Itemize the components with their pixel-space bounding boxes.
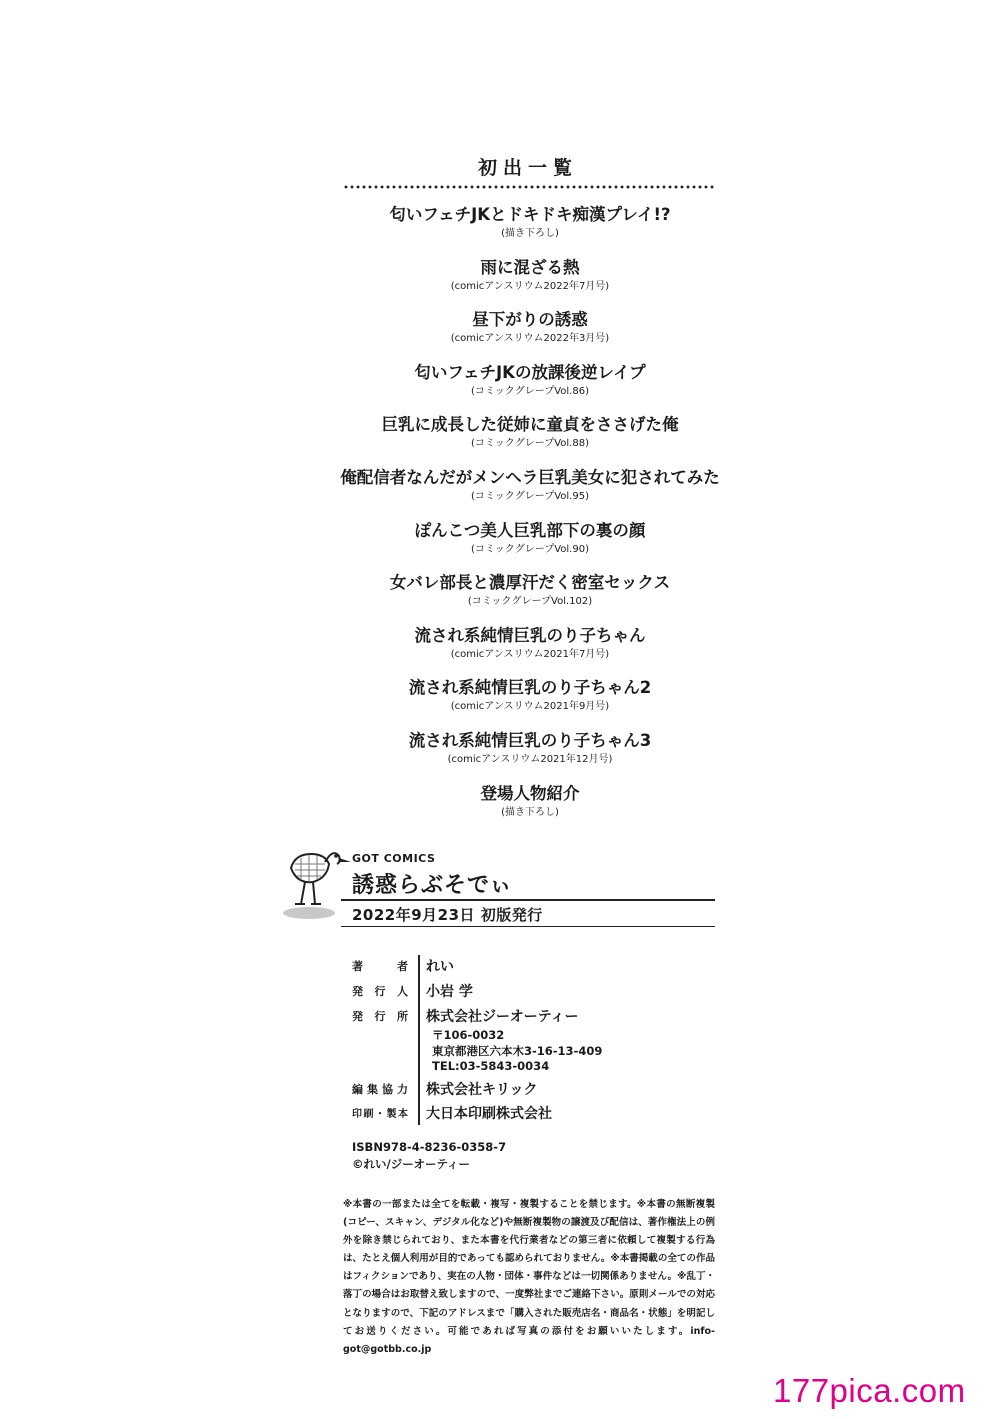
site-watermark[interactable]: 177pica.com: [773, 1372, 966, 1409]
toc-entry-source: (comicアンスリウム2021年12月号): [447, 753, 613, 765]
toc-entry-source: (コミックグレープVol.102): [467, 596, 593, 608]
credit-value: 大日本印刷株式会社: [426, 1106, 552, 1122]
toc-entry-title: ぽんこつ美人巨乳部下の裏の顔: [414, 520, 646, 540]
toc-list: [330, 203, 730, 834]
toc-entry-source: (コミックグレープVol.95): [471, 490, 589, 502]
toc-entry-title: 女バレ部長と濃厚汗だく密室セックス: [389, 573, 671, 593]
toc-entry: [330, 308, 730, 361]
postal-code: 〒106-0032: [432, 1028, 505, 1042]
toc-entry-title: 流され系純情巨乳のり子ちゃん: [414, 625, 646, 645]
book-title: 誘惑らぶそでぃ: [352, 873, 513, 898]
toc-entry: [330, 466, 730, 519]
street-address: 東京都港区六本木3-16-13-409: [432, 1044, 603, 1058]
toc-entry-title: 雨に混ざる熱: [480, 257, 580, 277]
toc-entry-source: (comicアンスリウム2022年3月号): [450, 333, 610, 345]
credit-label: 発行所: [352, 1010, 408, 1023]
toc-entry-title: 昼下がりの誘惑: [472, 310, 588, 330]
toc-entry-title: 匂いフェチJKの放課後逆レイプ: [414, 362, 646, 382]
toc-entry-source: (comicアンスリウム2021年7月号): [450, 648, 610, 660]
toc-entry-title: 登場人物紹介: [480, 783, 580, 803]
credit-value: 株式会社キリック: [426, 1082, 538, 1098]
bird-logo-icon: [281, 840, 353, 922]
imprint-label: GOT COMICS: [352, 852, 436, 865]
date-rule: [341, 926, 715, 927]
credit-value: 株式会社ジーオーティー: [426, 1009, 579, 1025]
toc-entry: [330, 256, 730, 309]
legal-notice: ※本書の一部または全てを転載・複写・複製することを禁じます。※本書の無断複製(コピー、スキャン、デジタル化など)や無断複製物の譲渡及び配信は、著作権法上の例外を除き禁じられており、また本書を代行業者などの第三者に依頼して複製する行為は、たとえ個人利用が目的であっても認められておりません。※本書掲載の全ての作品はフィクションであり、実在の人物・団体・事件などは一切関係ありません。※乱丁・落丁の場合はお取替え致しますので、一度弊社までご連絡下さい。原則メールでの対応となりますので、下記のアドレスまで「購入された販売店名・商品名・状態」を明記してお送りください。可能であれば写真の添付をお願いいたします。info-got@gotbb.co.jp: [343, 1199, 715, 1355]
toc-entry-source: (コミックグレープVol.88): [471, 438, 589, 450]
phone-number: TEL:03-5843-0034: [432, 1059, 550, 1073]
toc-entry: [330, 782, 730, 835]
publication-date: 2022年9月23日 初版発行: [352, 906, 543, 924]
toc-entry-source: (コミックグレープVol.90): [471, 543, 589, 555]
toc-entry-title: 流され系純情巨乳のり子ちゃん2: [408, 678, 652, 698]
toc-entry: [330, 676, 730, 729]
toc-entry: [330, 519, 730, 572]
credit-label: 著者: [352, 960, 408, 973]
toc-entry: [330, 729, 730, 782]
toc-entry-title: 匂いフェチJKとドキドキ痴漢プレイ!?: [389, 205, 671, 224]
toc-entry-source: (comicアンスリウム2022年7月号): [450, 280, 610, 292]
toc-entry: [330, 571, 730, 624]
toc-entry: [330, 203, 730, 256]
credit-label: 編集協力: [352, 1083, 408, 1096]
credits-divider: [418, 955, 420, 1125]
credit-label: 印刷・製本: [352, 1109, 408, 1120]
toc-entry-title: 巨乳に成長した従姉に童貞をささげた俺: [381, 415, 679, 435]
isbn: ISBN978-4-8236-0358-7: [352, 1140, 507, 1154]
toc-entry-source: (描き下ろし): [501, 806, 559, 818]
toc-entry-source: (描き下ろし): [501, 228, 559, 239]
dotted-divider: [343, 185, 715, 189]
toc-entry: [330, 624, 730, 677]
toc-entry-source: (コミックグレープVol.86): [471, 385, 589, 397]
copyright: ©れい/ジーオーティー: [352, 1157, 471, 1171]
credit-value: れい: [426, 959, 454, 975]
credit-value: 小岩 学: [426, 984, 473, 1000]
toc-entry-title: 流され系純情巨乳のり子ちゃん3: [408, 730, 652, 750]
toc-entry: [330, 361, 730, 414]
title-rule: [341, 899, 715, 901]
toc-entry: [330, 413, 730, 466]
toc-entry-source: (comicアンスリウム2021年9月号): [450, 701, 610, 713]
toc-entry-title: 俺配信者なんだがメンヘラ巨乳美女に犯されてみた: [340, 467, 720, 487]
credit-label: 発行人: [352, 985, 408, 998]
toc-heading: 初出一覧: [477, 157, 578, 179]
